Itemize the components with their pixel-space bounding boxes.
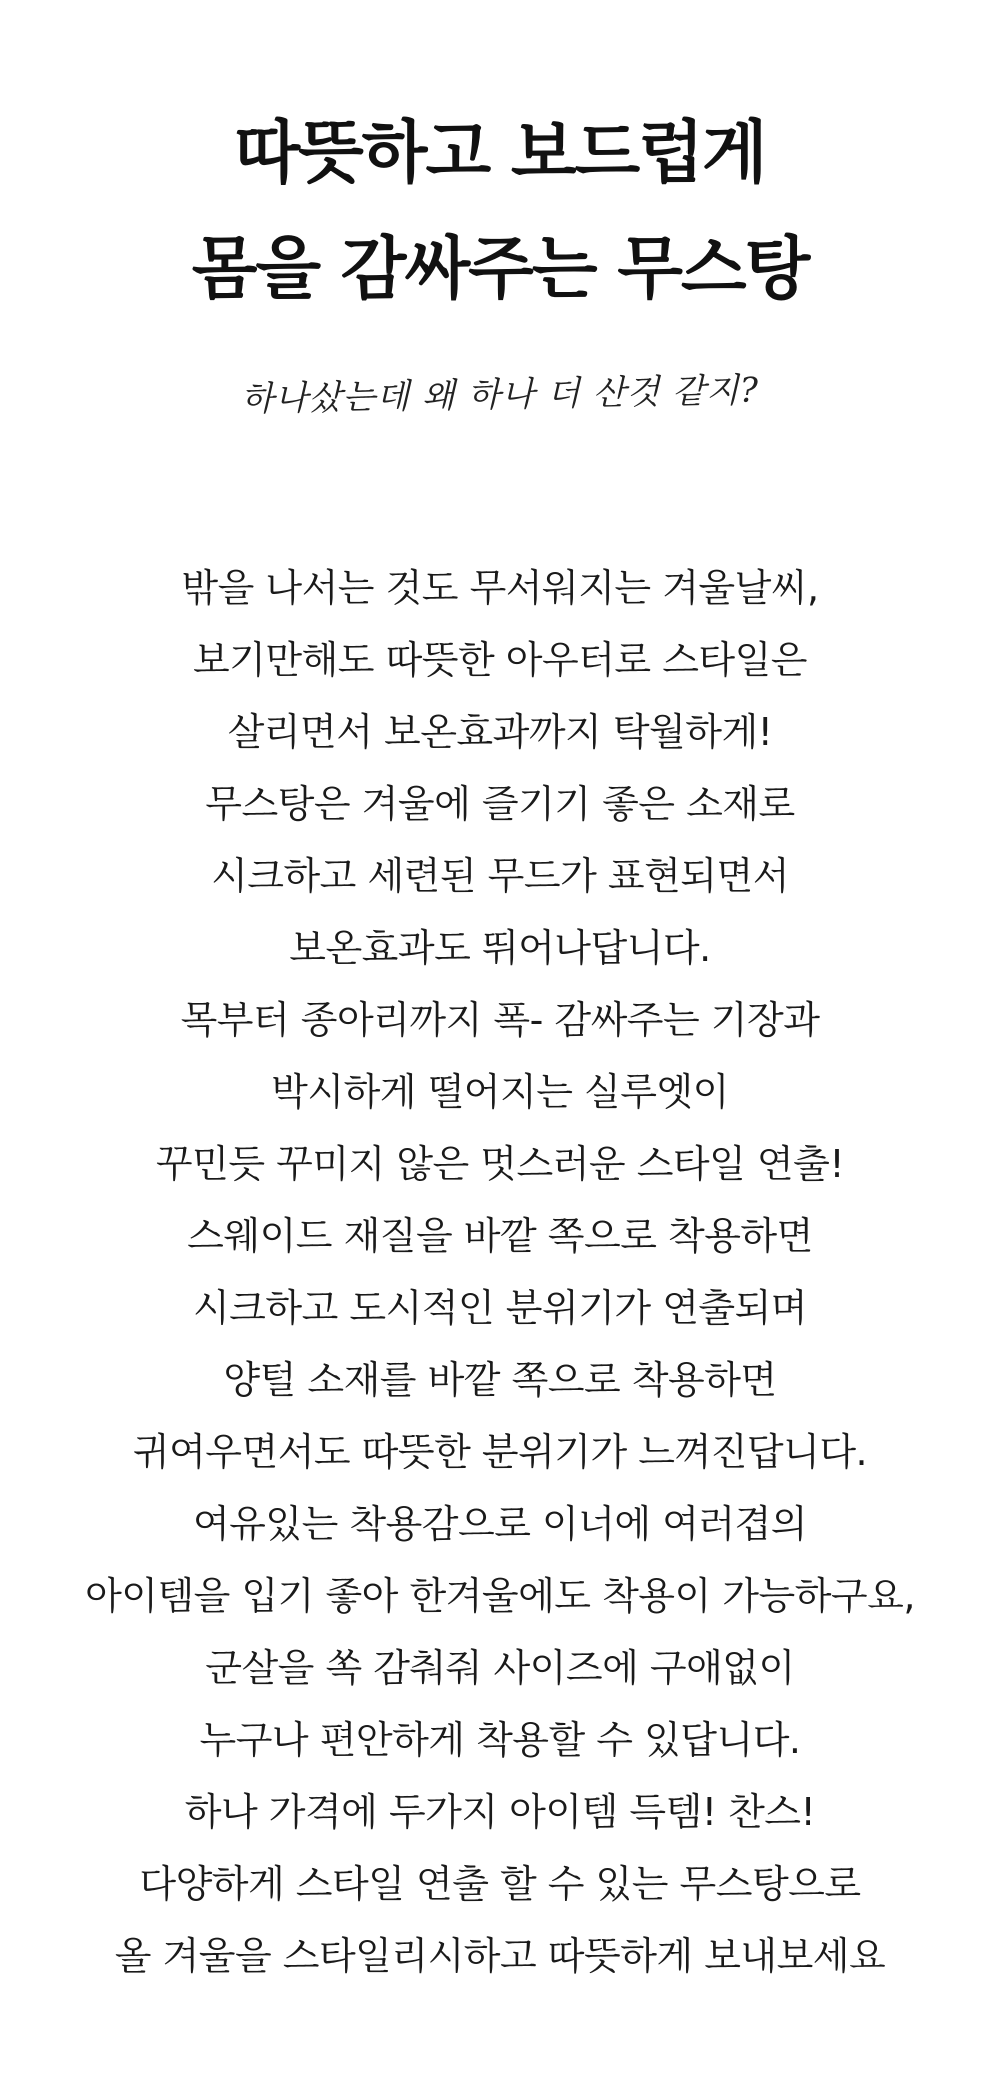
- description-line: 올 겨울을 스타일리시하고 따뜻하게 보내보세요: [114, 1934, 886, 1978]
- description-line: 군살을 쏙 감춰줘 사이즈에 구애없이: [205, 1646, 795, 1690]
- handwritten-subtitle: 하나샀는데 왜 하나 더 산것 같지?: [240, 370, 760, 420]
- description-line: 보온효과도 뛰어나답니다.: [289, 926, 711, 970]
- description-line: 귀여우면서도 따뜻한 분위기가 느껴진답니다.: [132, 1430, 868, 1474]
- description-line: 양털 소재를 바깥 쪽으로 착용하면: [223, 1358, 777, 1402]
- description-line: 살리면서 보온효과까지 탁월하게!: [227, 710, 773, 754]
- description-line: 스웨이드 재질을 바깥 쪽으로 착용하면: [187, 1214, 813, 1258]
- description-line: 꾸민듯 꾸미지 않은 멋스러운 스타일 연출!: [155, 1142, 845, 1186]
- headline-line-1: 따뜻하고 보드럽게: [234, 114, 766, 193]
- description-line: 시크하고 도시적인 분위기가 연출되며: [192, 1286, 808, 1330]
- headline: [0, 96, 1000, 328]
- description-line: 무스탕은 겨울에 즐기기 좋은 소재로: [205, 782, 795, 826]
- description-line: 목부터 종아리까지 폭- 감싸주는 기장과: [180, 998, 820, 1042]
- description-line: 아이템을 입기 좋아 한겨울에도 착용이 가능하구요,: [85, 1574, 915, 1618]
- description-line: 다양하게 스타일 연출 할 수 있는 무스탕으로: [139, 1862, 861, 1906]
- description-line: 누구나 편안하게 착용할 수 있답니다.: [199, 1718, 801, 1762]
- description-line: 시크하고 세련된 무드가 표현되면서: [211, 854, 789, 898]
- description-line: 박시하게 떨어지는 실루엣이: [271, 1070, 729, 1114]
- description-line: 밖을 나서는 것도 무서워지는 겨울날씨,: [181, 566, 819, 610]
- headline-line-2: 몸을 감싸주는 무스탕: [191, 230, 809, 309]
- description-line: 보기만해도 따뜻한 아우터로 스타일은: [192, 638, 808, 682]
- description-line: 여유있는 착용감으로 이너에 여러겹의: [192, 1502, 808, 1546]
- description-line: 하나 가격에 두가지 아이템 득템! 찬스!: [184, 1790, 816, 1834]
- description-body: [0, 552, 1000, 1992]
